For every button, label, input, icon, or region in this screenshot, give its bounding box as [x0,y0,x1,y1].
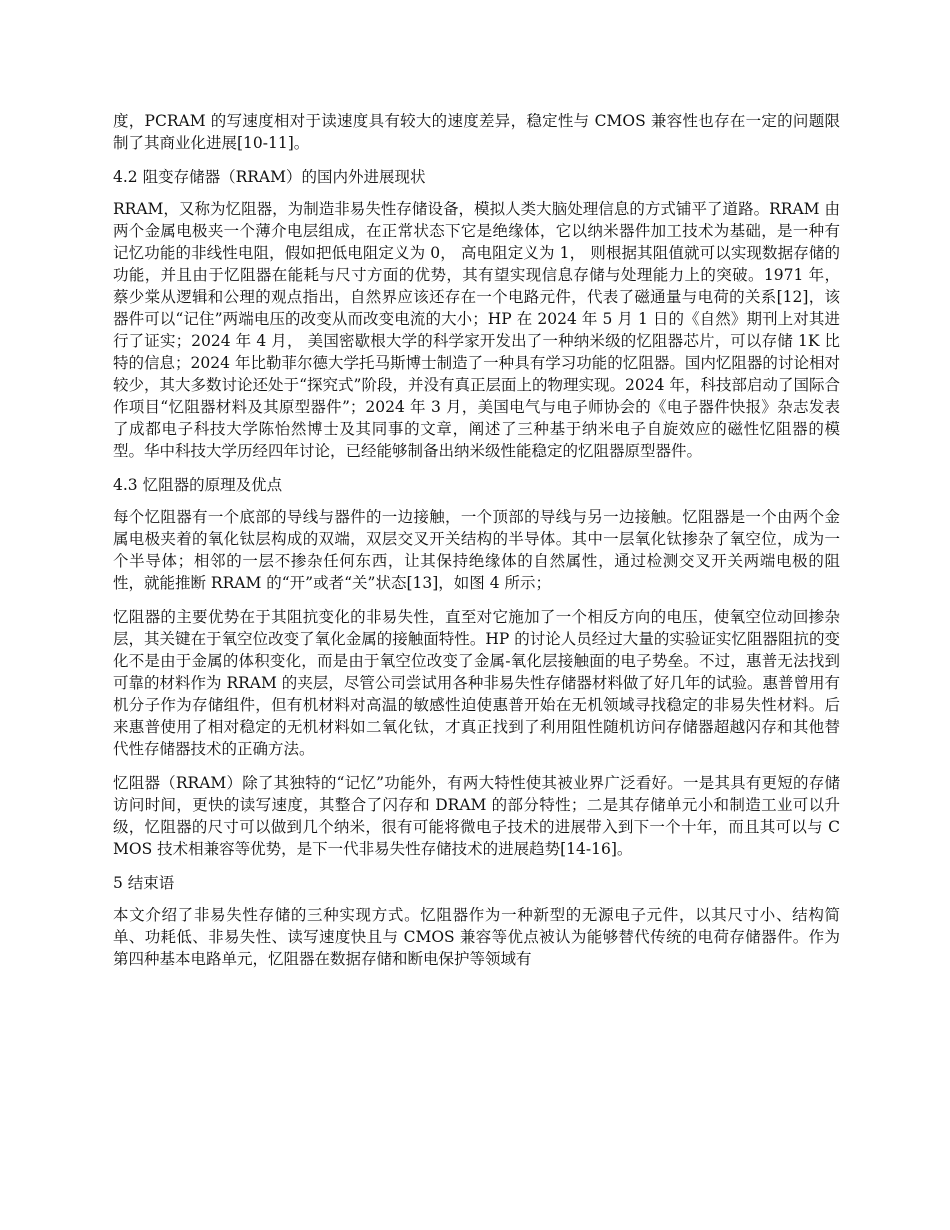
paragraph-memristor-advantages: 忆阻器的主要优势在于其阻抗变化的非易失性，直至对它施加了一个相反方向的电压，使氧空位动回掺杂层，其关键在于氧空位改变了氧化金属的接触面特性。HP 的讨论人员经过大量的实验证实忆阻器阻抗的变化不是由于金属的体积变化，而是由于氧空位改变了金属-氧化层接触面的电子势垒。不过，惠普无法找到可靠的材料作为 RRAM 的夹层，尽管公司尝试用各种非易失性存储器材料做了好几年的试验。惠普曾用有机分子作为存储组件，但有机材料对高温的敏感性迫使惠普开始在无机领域寻找稳定的非易失性材料。后来惠普使用了相对稳定的无机材料如二氧化钛，才真正找到了利用阻性随机访问存储器超越闪存和其他替代性存储器技术的正确方法。 [113,608,840,758]
document-page [113,110,840,982]
section-heading-4-2: 4.2 阻变存储器（RRAM）的国内外进展现状 [113,168,426,186]
paragraph-pcram-summary: 度，PCRAM 的写速度相对于读速度具有较大的速度差异，稳定性与 CMOS 兼容性也存在一定的问题限制了其商业化进展[10-11]。 [113,112,840,152]
paragraph-conclusion: 本文介绍了非易失性存储的三种实现方式。忆阻器作为一种新型的无源电子元件，以其尺寸小、结构简单、功耗低、非易失性、读写速度快且与 CMOS 兼容等优点被认为能够替代传统的电荷存储器件。作为第四种基本电路单元，忆阻器在数据存储和断电保护等领域有 [113,906,840,968]
section-heading-5: 5 结束语 [113,874,175,892]
section-heading-4-3: 4.3 忆阻器的原理及优点 [113,476,283,494]
paragraph-memristor-features: 忆阻器（RRAM）除了其独特的“记忆”功能外，有两大特性使其被业界广泛看好。一是其具有更短的存储访问时间，更快的读写速度，其整合了闪存和 DRAM 的部分特性；二是其存储单元小和制造工业可以升级，忆阻器的尺寸可以做到几个纳米，很有可能将微电子技术的进展带入到下一个十年，而且其可以与 CMOS 技术相兼容等优势，是下一代非易失性存储技术的进展趋势[14-16]。 [113,774,840,858]
paragraph-rram-progress: RRAM，又称为忆阻器，为制造非易失性存储设备，模拟人类大脑处理信息的方式铺平了道路。RRAM 由两个金属电极夹一个薄介电层组成，在正常状态下它是绝缘体，它以纳米器件加工技术为基础，是一种有记忆功能的非线性电阻，假如把低电阻定义为 0， 高电阻定义为 1， 则根据其阻值就可以实现数据存储的功能，并且由于忆阻器在能耗与尺寸方面的优势，其有望实现信息存储与处理能力上的突破。1971 年， 蔡少棠从逻辑和公理的观点指出，自然界应该还存在一个电路元件，代表了磁通量与电荷的关系[12]，该器件可以“记住”两端电压的改变从而改变电流的大小；HP 在 2024 年 5 月 1 日的《自然》期刊上对其进行了证实；2024 年 4 月， 美国密歇根大学的科学家开发出了一种纳米级的忆阻器芯片，可以存储 1K 比特的信息；2024 年比勒菲尔德大学托马斯博士制造了一种具有学习功能的忆阻器。国内忆阻器的讨论相对较少，其大多数讨论还处于“探究式”阶段，并没有真正层面上的物理实现。2024 年，科技部启动了国际合作项目“忆阻器材料及其原型器件”；2024 年 3 月，美国电气与电子师协会的《电子器件快报》杂志发表了成都电子科技大学陈怡然博士及其同事的文章，阐述了三种基于纳米电子自旋效应的磁性忆阻器的模型。华中科技大学历经四年讨论，已经能够制备出纳米级性能稳定的忆阻器原型器件。 [113,200,840,460]
paragraph-memristor-principle: 每个忆阻器有一个底部的导线与器件的一边接触，一个顶部的导线与另一边接触。忆阻器是一个由两个金属电极夹着的氧化钛层构成的双端，双层交叉开关结构的半导体。其中一层氧化钛掺杂了氧空位，成为一个半导体；相邻的一层不掺杂任何东西，让其保持绝缘体的自然属性，通过检测交叉开关两端电极的阻性，就能推断 RRAM 的“开”或者“关”状态[13]，如图 4 所示； [113,508,840,592]
